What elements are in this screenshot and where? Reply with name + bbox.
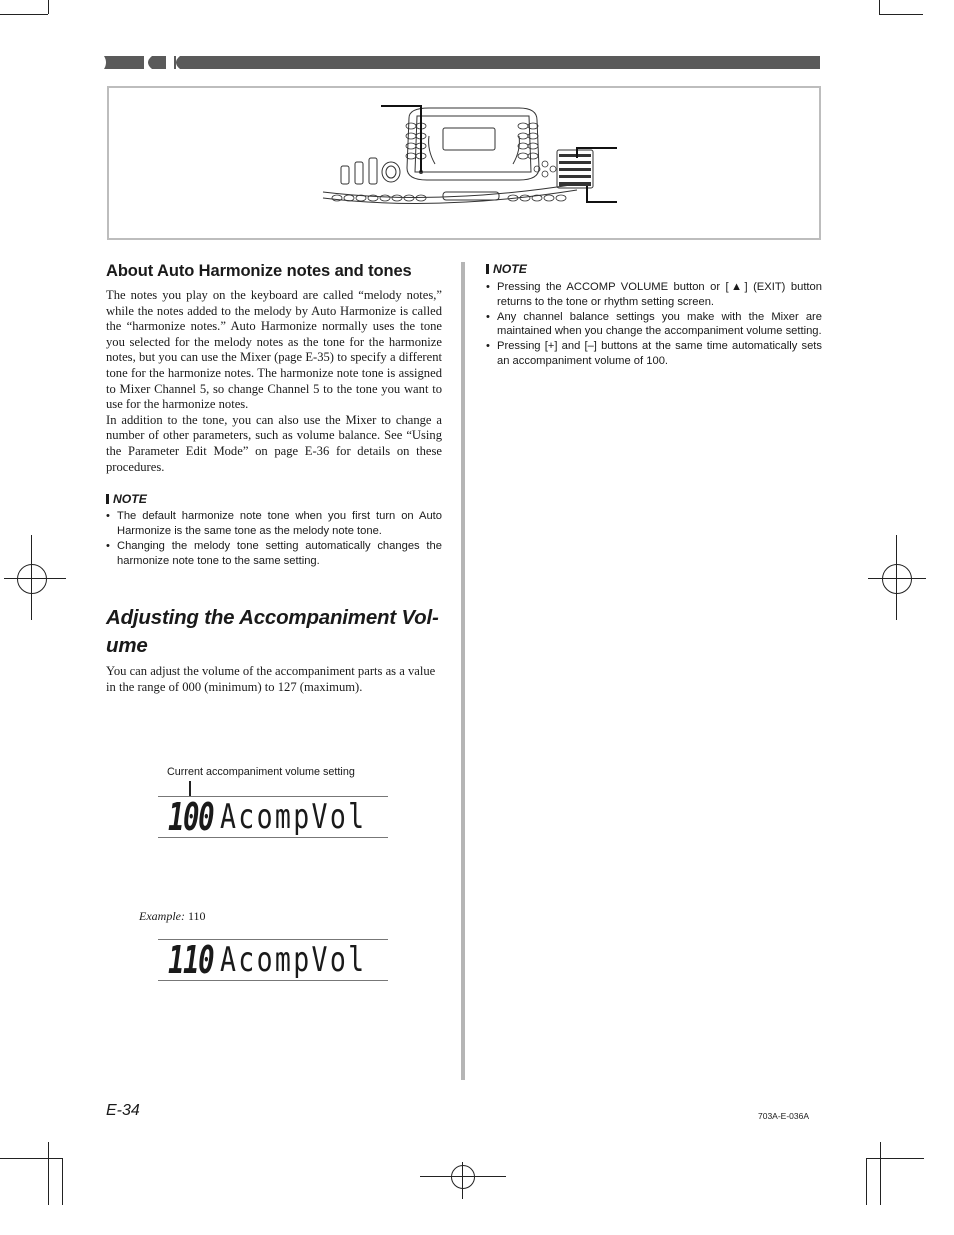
note-heading-label: NOTE <box>493 262 527 276</box>
note-heading <box>486 262 822 276</box>
example-value: 110 <box>187 909 206 923</box>
example-prefix: Example: <box>139 909 185 923</box>
note-heading <box>106 492 442 506</box>
right-column <box>486 262 822 369</box>
lcd-label-text: AcompVol <box>220 797 367 837</box>
note-item: • Pressing the ACCOMP VOLUME button or [▲] (EXIT) button returns to the tone or rhythm setting screen. <box>486 280 822 310</box>
lcd-display-current <box>158 796 388 838</box>
document-code: 703A-E-036A <box>758 1111 810 1121</box>
note-item: • The default harmonize note tone when you first turn on Auto Harmonize is the same tone as the melody note tone. <box>106 509 442 539</box>
note-item: • Any channel balance settings you make with the Mixer are maintained when you change the accompaniment volume setting. <box>486 310 822 340</box>
keyboard-diagram <box>107 86 821 240</box>
lcd-display-example <box>158 939 388 981</box>
keyboard-panel-illustration <box>109 88 819 238</box>
note-item: • Pressing [+] and [–] buttons at the same time automatically sets an accompaniment volume of 100. <box>486 339 822 369</box>
section-heading-accompaniment-volume <box>106 604 442 660</box>
lcd-volume-value: 110 <box>168 938 214 982</box>
paragraph-harmonize-notes: The notes you play on the keyboard are called “melody notes,” while the notes added to the melody by Auto Harmonize is called the “harmonize notes.” Auto Harmonize normally uses the tone you selected for the melody notes as the tone for the harmonize notes, but you can use the Mixer (page E-35) to specify a different tone for the harmonize notes. The harmonize note tone is assigned to Mixer Channel 5, so change Channel 5 to the tone you want to use for the harmonize notes. <box>106 288 442 412</box>
section-heading-line-1: Adjusting the Accompaniment Vol- <box>106 606 439 630</box>
lcd-caption: Current accompaniment volume setting <box>167 766 355 778</box>
note-heading-label: NOTE <box>113 492 147 507</box>
note-list <box>486 280 822 369</box>
column-divider <box>461 262 465 1080</box>
lcd-label-text: AcompVol <box>220 940 367 980</box>
subheading-auto-harmonize: About Auto Harmonize notes and tones <box>106 262 412 280</box>
lcd-volume-value: 100 <box>168 795 214 839</box>
example-label <box>139 909 206 924</box>
left-column <box>106 262 442 696</box>
header-band <box>104 55 820 70</box>
section-heading-line-2: ume <box>106 634 148 658</box>
note-list <box>106 509 442 568</box>
paragraph-volume-range: You can adjust the volume of the accompaniment parts as a value in the range of 000 (minimum) to 127 (maximum). <box>106 664 436 694</box>
note-item: • Changing the melody tone setting automatically changes the harmonize note tone to the same setting. <box>106 539 442 569</box>
note-marker-icon <box>486 264 489 274</box>
note-marker-icon <box>106 494 109 504</box>
page-number: E-34 <box>106 1102 140 1119</box>
paragraph-mixer-parameters: In addition to the tone, you can also use the Mixer to change a number of other parameters, such as volume balance. See “Using the Parameter Edit Mode” on page E-36 for details on these procedures. <box>106 412 442 474</box>
